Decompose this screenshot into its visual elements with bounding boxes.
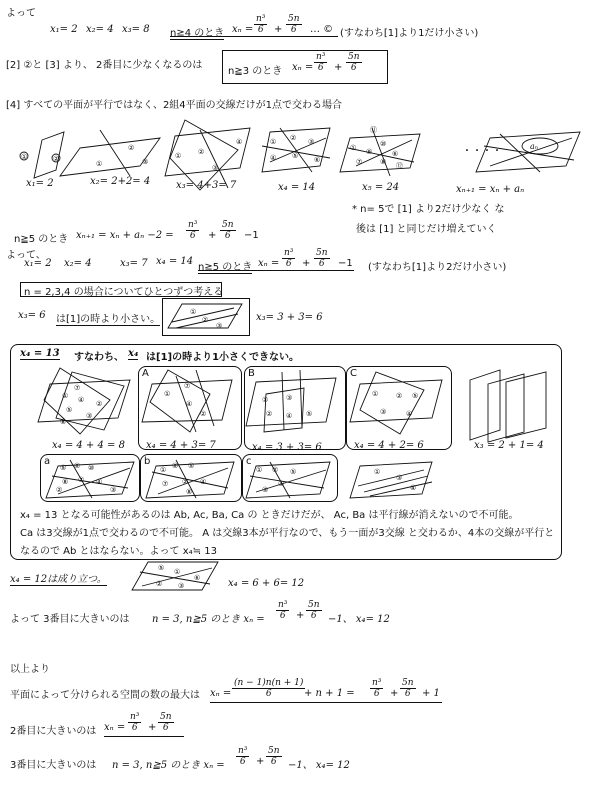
- svg-text:④: ④: [406, 410, 413, 418]
- svg-text:③: ③: [212, 164, 219, 172]
- x1-value: x₁= 2: [50, 24, 78, 35]
- line4-x4: x₄ = 14: [156, 256, 194, 267]
- analysis-paragraph-2: Ca は3交線が1点で交わるので不可能。 A は交線3本が平行なので、もう一面が3交線 と交わるか、4本の交線が平行と: [20, 528, 555, 539]
- svg-text:②: ②: [182, 478, 189, 486]
- label-c: c: [246, 456, 252, 467]
- fraction-5n-6: $\frac{5n}{6}$: [288, 14, 300, 35]
- xn-label-2: xₙ =: [292, 62, 314, 73]
- svg-text:③: ③: [86, 412, 93, 420]
- case4-note2: 後は [1] と同じだけ増えていく: [356, 224, 497, 235]
- max-tail: + 1: [422, 688, 440, 699]
- svg-text:②: ②: [156, 580, 163, 588]
- svg-text:②: ②: [96, 400, 103, 408]
- x2-value: x₂= 4: [86, 24, 114, 35]
- analysis-paragraph-3: なるので Ab とはならない。よって x₄≒ 13: [20, 546, 217, 557]
- analysis-paragraph-1: x₄ = 13 となる可能性があるのは Ab, Ac, Ba, Ca の ときだけだが、 Ac, Ba は平行線が消えないので不可能。: [20, 510, 519, 521]
- max-underline: [210, 702, 442, 703]
- note-smaller-by-2: (すなわち[1]より2だけ小さい): [368, 262, 507, 273]
- minus-one: −1: [244, 230, 259, 241]
- svg-text:④: ④: [236, 138, 243, 146]
- fraction-n3-6-8: $\frac{\text{n³}}{6}$: [238, 746, 248, 767]
- plus-sign: +: [274, 24, 283, 35]
- svg-text:⑦: ⑦: [184, 382, 191, 390]
- third-largest-cond: n = 3, n≧5 のとき xₙ =: [152, 614, 265, 625]
- eq-4-plus-4: x₄ = 4 + 4 = 8: [52, 440, 125, 451]
- yotte-label: よって: [6, 8, 36, 19]
- svg-text:⑤: ⑤: [412, 392, 419, 400]
- underline-rule: [170, 36, 338, 37]
- fraction-n3-6-2: $\frac{\text{n³}}{6}$: [316, 52, 326, 73]
- svg-text:②: ②: [56, 486, 63, 494]
- svg-text:④: ④: [286, 412, 293, 420]
- xn-label: xₙ =: [232, 24, 254, 35]
- note-smaller-by-1: (すなわち[1]より1だけ小さい): [340, 28, 479, 39]
- eq-4-plus-2: x₄ = 4 + 2= 6: [354, 440, 424, 451]
- plus-sign-2: +: [334, 62, 343, 73]
- condition-n3: n≧3 のとき: [228, 66, 283, 77]
- title-rest: は[1]の時より1小さくできない。: [146, 352, 300, 363]
- svg-text:①: ①: [160, 466, 167, 474]
- line4-condition: n≧5 のとき: [198, 258, 252, 274]
- svg-text:⑥: ⑥: [194, 574, 201, 582]
- svg-text:③: ③: [178, 582, 185, 590]
- condition-n4: n≧4 のとき: [170, 24, 224, 40]
- x4-12-figure: [126, 558, 222, 594]
- label-b: b: [144, 456, 151, 467]
- svg-text:②: ②: [128, 144, 135, 152]
- svg-text:⑨: ⑨: [366, 148, 373, 156]
- svg-text:⑧: ⑧: [380, 158, 387, 166]
- svg-text:④: ④: [270, 154, 277, 162]
- svg-text:⑥: ⑥: [392, 150, 399, 158]
- title-x4: x₄: [128, 348, 139, 359]
- svg-text:⑩: ⑩: [88, 464, 95, 472]
- third-largest-tail: −1、 x₄= 12: [328, 614, 390, 625]
- svg-text:②: ②: [290, 134, 297, 142]
- svg-text:②: ②: [272, 466, 279, 474]
- svg-text:⑦: ⑦: [78, 476, 85, 484]
- x3-equation: x₃= 3 + 3= 6: [256, 312, 323, 323]
- svg-text:⑦: ⑦: [74, 384, 81, 392]
- case2-3-text: [2] ②と [3] より、 2番目に少なくなるのは: [6, 60, 203, 71]
- svg-text:①: ①: [190, 308, 197, 316]
- plus-sign-3: +: [208, 230, 217, 241]
- max-xn: xₙ =: [210, 688, 232, 699]
- svg-text:⑧: ⑧: [186, 488, 193, 496]
- line4-minus-one: −1: [338, 258, 353, 269]
- svg-text:②: ②: [200, 410, 207, 418]
- svg-text:④: ④: [78, 396, 85, 404]
- title-sunawachi: すなわち、: [74, 352, 124, 363]
- fraction-n3-6-3: $\frac{\text{n³}}{6}$: [188, 220, 198, 241]
- plus-sign-8: +: [256, 756, 265, 767]
- svg-text:⑦: ⑦: [356, 158, 363, 166]
- svg-text:⑧: ⑧: [60, 418, 67, 426]
- max-mid: + n + 1 =: [304, 688, 355, 699]
- third-largest-text: よって 3番目に大きいのは: [10, 614, 130, 625]
- underline-rule-2: [198, 270, 354, 271]
- svg-text:⑥: ⑥: [172, 462, 179, 470]
- svg-text:⑤: ⑤: [290, 468, 297, 476]
- analysis-figures: [0, 360, 591, 510]
- label-C: C: [350, 368, 357, 379]
- svg-text:②: ②: [198, 148, 205, 156]
- condition-n5: n≧5 のとき: [14, 234, 69, 245]
- fraction-5n-6-2: $\frac{5n}{6}$: [348, 52, 360, 73]
- plus-sign-7: +: [148, 722, 157, 733]
- svg-text:③: ③: [110, 486, 117, 494]
- label-A: A: [142, 368, 149, 379]
- yotte-label-2: よって、: [6, 250, 46, 261]
- label-B: B: [248, 368, 255, 379]
- eq-4-plus-3: x₄ = 4 + 3= 7: [146, 440, 216, 451]
- eq-2-plus-1: x₃ = 2 + 1= 4: [474, 440, 544, 451]
- case4-x1: x₁= 2: [26, 178, 54, 189]
- svg-text:③: ③: [380, 408, 387, 416]
- svg-text:⑥: ⑥: [74, 462, 81, 470]
- fraction-product: $\frac{(n - 1)n(n + 1)}{6}$: [234, 678, 304, 699]
- eq-6-plus-6: x₄ = 6 + 6= 12: [228, 578, 305, 589]
- label-a: a: [44, 456, 51, 467]
- x3-figure: [162, 298, 248, 334]
- case4-x5: x₅ = 24: [362, 182, 400, 193]
- case4-x3: x₃= 4+3= 7: [176, 180, 237, 191]
- svg-text:①: ①: [256, 466, 263, 474]
- line4-x2: x₂= 4: [64, 258, 92, 269]
- fraction-5n-6-8: $\frac{5n}{6}$: [268, 746, 280, 767]
- ijou-yori: 以上より: [10, 664, 50, 675]
- third-largest-summary: 3番目に大きいのは: [10, 760, 97, 771]
- x3-six: x₃= 6: [18, 310, 46, 321]
- svg-text:②: ②: [396, 392, 403, 400]
- plus-sign-5: +: [296, 610, 305, 621]
- svg-text:・・・・: ・・・・: [462, 146, 502, 157]
- svg-text:①: ①: [62, 392, 69, 400]
- svg-text:④: ④: [278, 480, 285, 488]
- svg-text:①: ①: [164, 390, 171, 398]
- fraction-5n-6-7: $\frac{5n}{6}$: [160, 712, 172, 733]
- svg-text:⑤: ⑤: [292, 152, 299, 160]
- third-summary-cond: n = 3, n≧5 のとき xₙ =: [112, 760, 225, 771]
- line4-x1: x₁= 2: [24, 258, 52, 269]
- svg-text:①: ①: [270, 138, 277, 146]
- max-regions-text: 平面によって分けられる空間の数の最大は: [10, 690, 200, 701]
- x4-13-title: x₄ = 13: [20, 348, 60, 359]
- svg-text:⑦: ⑦: [162, 480, 169, 488]
- fraction-n3-6-4: $\frac{\text{n³}}{6}$: [284, 248, 294, 269]
- svg-text:⑧: ⑧: [62, 478, 69, 486]
- svg-text:⑤: ⑤: [188, 462, 195, 470]
- svg-text:②: ②: [202, 316, 209, 324]
- svg-text:①: ①: [21, 153, 28, 161]
- svg-text:①: ①: [350, 144, 357, 152]
- svg-text:⑪: ⑪: [370, 126, 377, 134]
- svg-text:④: ④: [200, 478, 207, 486]
- boxed-note-text: n = 2,3,4 の場合についてひとつずつ考える: [24, 287, 224, 298]
- svg-text:⑫: ⑫: [396, 162, 403, 170]
- third-summary-tail: −1、 x₄= 12: [288, 760, 350, 771]
- svg-text:②: ②: [53, 155, 60, 163]
- fraction-n3-6-6: $\frac{\text{n³}}{6}$: [372, 678, 382, 699]
- second-xn: xₙ =: [104, 722, 126, 733]
- case4-recurrence: xₙ₊₁ = xₙ + aₙ: [456, 184, 525, 195]
- svg-text:⑤: ⑤: [158, 564, 165, 572]
- line4-x3: x₃= 7: [120, 258, 148, 269]
- fraction-5n-6-5: $\frac{5n}{6}$: [308, 600, 320, 621]
- svg-text:①: ①: [175, 152, 182, 160]
- svg-text:①: ①: [374, 468, 381, 476]
- recurrence-formula: xₙ₊₁ = xₙ + aₙ −2 =: [76, 230, 174, 241]
- svg-text:⑩: ⑩: [380, 140, 387, 148]
- plus-sign-6: +: [390, 688, 399, 699]
- svg-text:③: ③: [262, 486, 269, 494]
- svg-text:⑤: ⑤: [66, 406, 73, 414]
- svg-text:④: ④: [96, 478, 103, 486]
- fraction-5n-6-4: $\frac{5n}{6}$: [316, 248, 328, 269]
- x3-value: x₃= 8: [122, 24, 150, 35]
- svg-text:⑤: ⑤: [306, 410, 313, 418]
- svg-text:③: ③: [216, 322, 223, 330]
- svg-text:③: ③: [396, 474, 403, 482]
- an-label: aₙ: [530, 142, 539, 151]
- plus-sign-4: +: [302, 258, 311, 269]
- line4-xn: xₙ =: [258, 258, 280, 269]
- svg-text:①: ①: [262, 396, 269, 404]
- case4-note1: * n= 5で [1] より2だけ少なく な: [352, 204, 505, 215]
- second-underline: [104, 736, 184, 737]
- case4-x4: x₄ = 14: [278, 182, 316, 193]
- second-largest-text: 2番目に大きいのは: [10, 726, 97, 737]
- svg-text:①: ①: [174, 568, 181, 576]
- svg-text:⑤: ⑤: [60, 464, 67, 472]
- svg-text:①: ①: [96, 160, 103, 168]
- ellipsis-mark: … ©: [310, 24, 334, 35]
- x3-smaller-text: は[1]の時より小さい。: [56, 310, 160, 326]
- svg-text:③: ③: [142, 158, 149, 166]
- x4-12-holds: x₄ = 12は成り立つ。: [10, 570, 107, 586]
- svg-text:③: ③: [286, 394, 293, 402]
- eq-3-plus-3: x₄ = 3 + 3= 6: [252, 442, 322, 453]
- svg-text:②: ②: [266, 410, 273, 418]
- svg-text:③: ③: [308, 138, 315, 146]
- case4-x2: x₂= 2+2= 4: [90, 176, 151, 187]
- fraction-5n-6-6: $\frac{5n}{6}$: [402, 678, 414, 699]
- fraction-n3-6-7: $\frac{\text{n³}}{6}$: [130, 712, 140, 733]
- svg-text:①: ①: [372, 390, 379, 398]
- svg-text:④: ④: [186, 400, 193, 408]
- svg-text:⑥: ⑥: [314, 156, 321, 164]
- fraction-5n-6-3: $\frac{5n}{6}$: [222, 220, 234, 241]
- fraction-n3-6-5: $\frac{\text{n³}}{6}$: [278, 600, 288, 621]
- svg-text:④: ④: [410, 484, 417, 492]
- case4-heading: [4] すべての平面が平行ではなく、2組4平面の交線だけが1点で交わる場合: [6, 100, 343, 111]
- fraction-n3-6: $\frac{\text{n³}}{6}$: [256, 14, 266, 35]
